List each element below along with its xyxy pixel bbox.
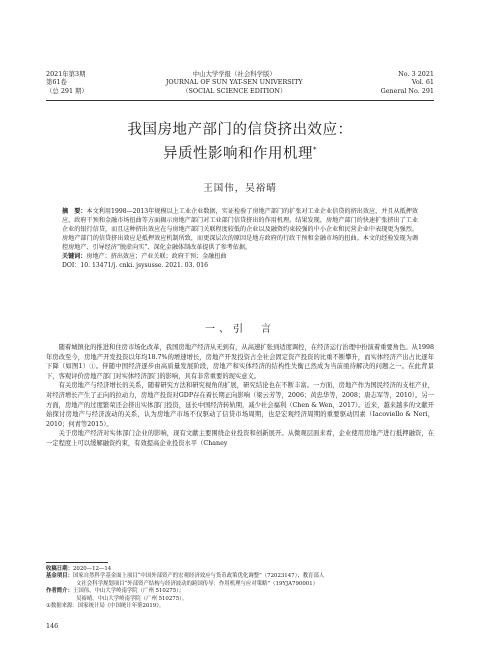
title-line-2-text: 异质性影响和作用机理 [163, 145, 313, 162]
journal-header [46, 70, 434, 95]
header-divider [46, 100, 434, 101]
section-heading-introduction: 一、引 言 [205, 324, 275, 335]
body-paragraph-1: 随着城镇化的推进和住房市场化改革，我国房地产经济从无到有，从高速扩张到适度调控，在经济运行治理中扮演着重要角色。从1998年房改至今，房地产开发投资以年均18.7%的增速增长，房地产开发投资占全社会固定资产投资的比重不断攀升，而实体经济产出占比逐年下降（如图1）①。伴随中国经济逐步由高质量发展阶段，房地产和实体经济的结构性失衡已然成为当前亟待解决的问题之一。在此背景下，客观评价房地产部门对实体经济部门的影响，具有非常重要的现实意义。 [46, 344, 434, 380]
abstract-paragraph [62, 207, 418, 252]
fund-line [46, 573, 434, 580]
doi-line: DOI：10. 13471/j. cnki. jsysusse. 2021. 03. 016 [62, 262, 208, 269]
header-center [166, 70, 303, 95]
note-mark: ① [46, 603, 51, 610]
journal-edition-en: （SOCIAL SCIENCE EDITION） [182, 86, 287, 95]
footnotes [46, 566, 434, 610]
article-title [46, 120, 434, 164]
issue-number-en: No. 3 2021 [398, 70, 434, 78]
data-source-note [46, 603, 434, 610]
fund-text-1: 国家自然科学基金面上项目“中国外部资产的宏观经济效应与货币政策优化调整”（72023147）；教育部人 [72, 573, 325, 580]
received-label: 收稿日期： [46, 566, 73, 572]
keywords-label: 关键词： [62, 253, 87, 260]
keywords-line [62, 252, 418, 261]
note-text: 数据来源：国家统计局《中国统计年鉴2019》。 [50, 603, 165, 610]
author-info-label: 作者简介： [46, 588, 73, 595]
header-left [46, 70, 88, 95]
fund-label: 基金项目： [46, 573, 73, 580]
author-names: 王国伟，吴裕晴 [203, 183, 277, 194]
page-number: 146 [46, 622, 59, 630]
journal-name-cn: 中山大学学报（社会科学版） [192, 70, 276, 78]
abstract-text: 本文利用1998—2013年规模以上工业企业数据，实证检验了房地产部门的扩张对工业企业信贷的挤出效应，并且从抵押效应、政府干预和金融市场扭曲等方面揭示房地产部门对工业部门信贷挤出的作用机理。结果发现，房地产部门的快速扩张挤出了工业企业的银行信贷，而且这种挤出效应在与房地产部门关联程度较低的企业以及融资约束较强的中小企业和民营企业中表现更为强烈。房地产部门的信贷挤出效应是抵押效应机制所致，而更深层次的原因是地方政府的行政干预和金融市场的扭曲。本文的经验发现为调控房地产、引导经济“脱虚向实”、深化金融体制改革提供了参考依据。 [62, 208, 419, 251]
author-info-2: 吴裕晴，中山大学岭南学院（广州 510275）。 [76, 595, 188, 602]
abstract-block [62, 207, 418, 270]
body-paragraph-3: 关于房地产经济对实体部门企业的影响，现有文献主要围绕企业投资和创新展开。从微观层面来看，企业使用房地产进行抵押融资，在一定程度上可以缓解融资约束，有效提高企业投资水平（Chaney [46, 430, 434, 447]
issue-year: 2021年第3期 [46, 70, 86, 78]
body-text [46, 343, 434, 449]
journal-name-en: JOURNAL OF SUN YAT-SEN UNIVERSITY [165, 78, 303, 87]
keywords-text: 房地产；挤出效应；产业关联；政府干预；金融扭曲 [86, 253, 227, 260]
author-info-line [46, 588, 434, 595]
abstract-label: 摘 要： [62, 208, 87, 215]
footnote-divider [46, 562, 108, 563]
title-line-2 [46, 140, 434, 164]
volume-en: Vol. 61 [411, 78, 434, 87]
author-info-1: 王国伟，中山大学岭南学院（广州 510275）； [72, 588, 185, 595]
volume-cn: 第61卷 [46, 78, 67, 87]
body-paragraph-2: 有关房地产与经济增长的关系，随着研究方法和研究视角的扩展，研究结论也在不断丰富。一方面，房地产作为国民经济的支柱产业，对经济增长产生了正向的拉动力，房地产投资对GDP存在着长期正向影响（梁云芳等，2006；黄忠华等，2008；唐志军等，2010）。另一方面，房地产的过度繁荣还会挤出实体部门投资，延长中国经济转轨期，减少社会福利（Chen & Wen，2017）。近来，越来越多的文献开始探讨房地产与经济波动的关系，认为房地产市场不仅驱动了信贷市场周期，也是宏观经济周期的重要驱动因素（Iacoviello & Neri，2010；何青等2015）。 [46, 382, 434, 428]
title-line-1: 我国房地产部门的信贷挤出效应： [127, 122, 353, 138]
general-issue-cn: （总 291 期） [46, 86, 88, 95]
header-right [381, 70, 434, 95]
fund-text-2: 文社会科学规划项目“外部资产结构与经济波动的跨国传导：作用机理与应对策略”（19YJA790001） [76, 580, 319, 587]
title-footnote-mark: * [313, 146, 317, 154]
received-date: 2020—12—14 [72, 566, 112, 572]
general-issue-en: General No. 291 [380, 86, 434, 95]
